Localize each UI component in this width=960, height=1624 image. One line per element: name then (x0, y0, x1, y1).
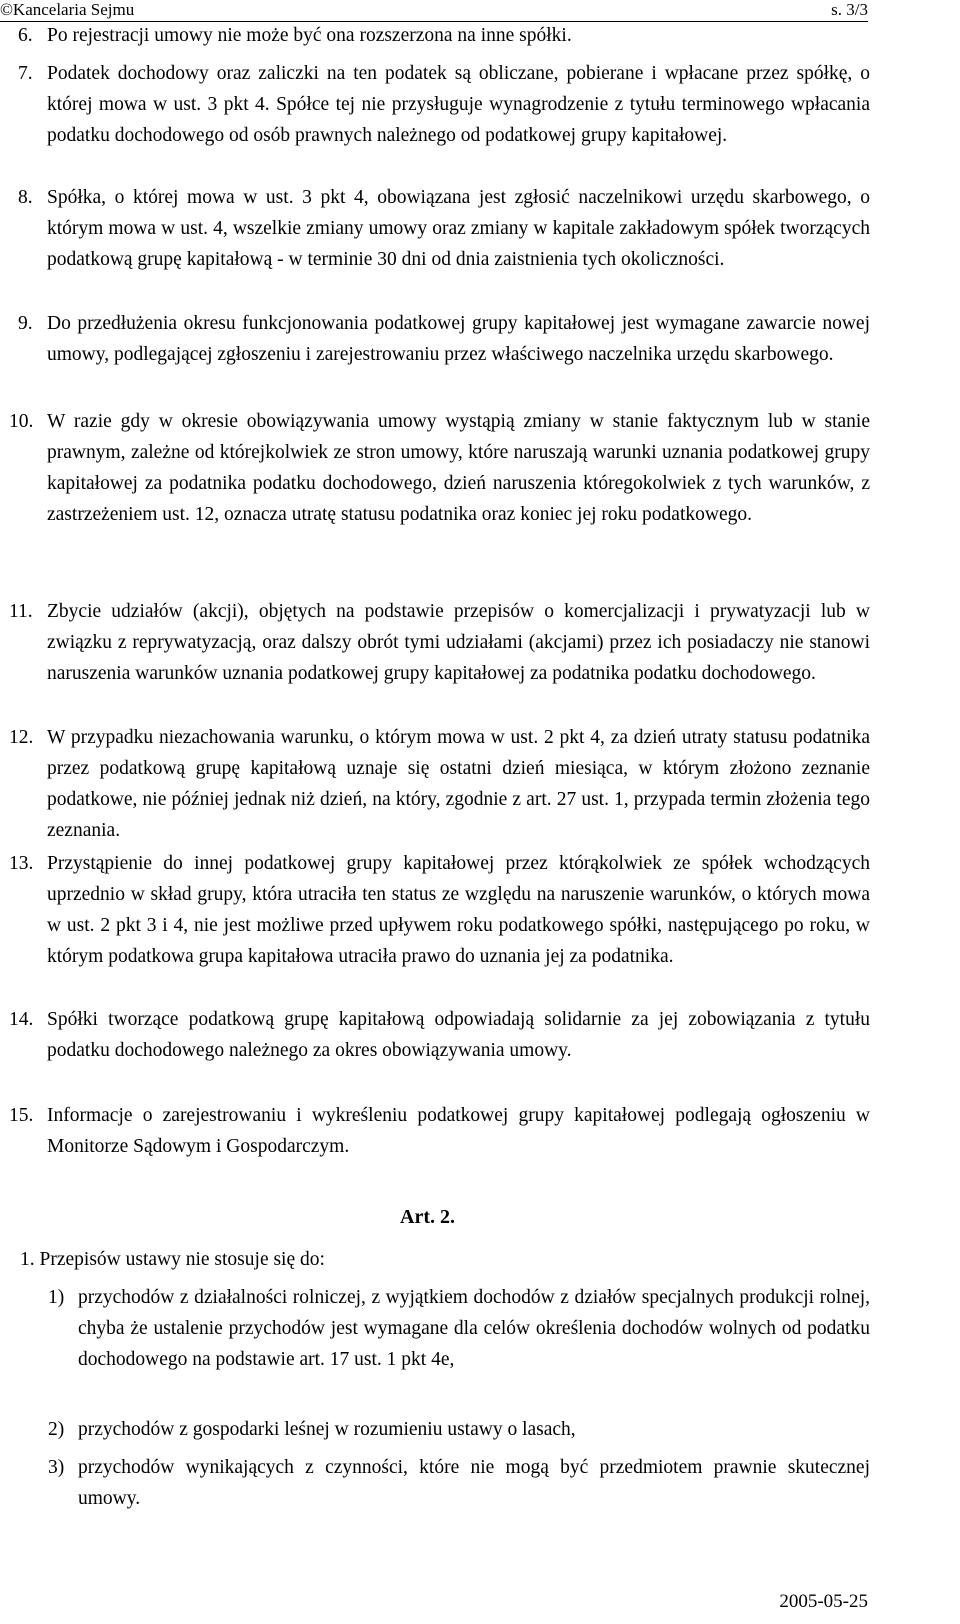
paragraph-15 (9, 1100, 870, 1162)
paragraph-text: Podatek dochodowy oraz zaliczki na ten podatek są obliczane, pobierane i wpłacane przez spółkę, o której mowa w ust. 3 pkt 4. Spółce tej nie przysługuje wynagrodzenie z tytułu terminowego wpłacania podatku dochodowego od osób prawnych należnego od podatkowej grupy kapitałowej. (47, 63, 870, 146)
paragraph-number: 15. (9, 1105, 34, 1126)
paragraph-number: 13. (9, 853, 34, 874)
paragraph-text: Do przedłużenia okresu funkcjonowania podatkowej grupy kapitałowej jest wymagane zawarcie nowej umowy, podlegającej zgłoszeniu i zarejestrowaniu przez właściwego naczelnika urzędu skarbowego. (47, 313, 870, 365)
paragraph-7 (18, 58, 870, 151)
item-number: 1) (48, 1287, 65, 1308)
article-item-3 (48, 1452, 870, 1514)
paragraph-text: W przypadku niezachowania warunku, o którym mowa w ust. 2 pkt 4, za dzień utraty statusu podatnika przez podatkową grupę kapitałową uznaje się ostatni dzień miesiąca, w którym złożono zeznanie podatkowe, nie później jednak niż dzień, na który, zgodnie z art. 27 ust. 1, przypada termin złożenia tego zeznania. (47, 727, 870, 841)
item-number: 3) (48, 1457, 65, 1478)
paragraph-text: W razie gdy w okresie obowiązywania umowy wystąpią zmiany w stanie faktycznym lub w stanie prawnym, zależne od którejkolwiek ze stron umowy, które naruszają warunki uznania podatkowej grupy kapitałowej za podatnika podatku dochodowego, dzień naruszenia któregokolwiek z tych warunków, z zastrzeżeniem ust. 12, oznacza utratę statusu podatnika oraz koniec jej roku podatkowego. (47, 411, 870, 525)
article-item-2 (48, 1414, 870, 1445)
item-number: 2) (48, 1419, 65, 1440)
paragraph-10 (9, 406, 870, 530)
paragraph-text: Po rejestracji umowy nie może być ona rozszerzona na inne spółki. (47, 25, 572, 46)
paragraph-14 (9, 1004, 870, 1066)
item-text: przychodów z działalności rolniczej, z wyjątkiem dochodów z działów specjalnych produkcji rolnej, chyba że ustalenie przychodów jest wymagane dla celów określenia dochodów wolnych od podatku dochodowego na podstawie art. 17 ust. 1 pkt 4e, (78, 1287, 870, 1370)
header-copyright: ©Kancelaria Sejmu (0, 0, 135, 19)
header-page-number: s. 3/3 (831, 0, 868, 19)
paragraph-number: 6. (18, 25, 33, 46)
paragraph-number: 11. (9, 601, 33, 622)
paragraph-text: Zbycie udziałów (akcji), objętych na podstawie przepisów o komercjalizacji i prywatyzacji lub w związku z reprywatyzacją, oraz dalszy obrót tymi udziałami (akcjami) przez ich posiadaczy nie stanowi naruszenia warunków uznania podatkowej grupy kapitałowej za podatnika podatku dochodowego. (47, 601, 870, 684)
paragraph-number: 7. (18, 63, 33, 84)
paragraph-text: Spółki tworzące podatkową grupę kapitałową odpowiadają solidarnie za jej zobowiązania z tytułu podatku dochodowego należnego za okres obowiązywania umowy. (47, 1009, 870, 1061)
paragraph-text: Informacje o zarejestrowaniu i wykreśleniu podatkowej grupy kapitałowej podlegają ogłoszeniu w Monitorze Sądowym i Gospodarczym. (47, 1105, 870, 1157)
paragraph-12 (9, 722, 870, 846)
paragraph-text: Przystąpienie do innej podatkowej grupy kapitałowej przez którąkolwiek ze spółek wchodzących uprzednio w skład grupy, która utraciła ten status ze względu na naruszenie warunków, o których mowa w ust. 2 pkt 3 i 4, nie jest możliwe przed upływem roku podatkowego spółki, następującego po roku, w którym podatkowa grupa kapitałowa utraciła prawo do uznania jej za podatnika. (47, 853, 870, 967)
paragraph-8 (18, 182, 870, 275)
article-item-1 (48, 1282, 870, 1375)
paragraph-number: 14. (9, 1009, 34, 1030)
item-text: przychodów wynikających z czynności, które nie mogą być przedmiotem prawnie skutecznej umowy. (78, 1457, 870, 1509)
paragraph-number: 9. (18, 313, 33, 334)
footer-date: 2005-05-25 (779, 1591, 868, 1612)
paragraph-6 (18, 20, 870, 51)
paragraph-number: 8. (18, 187, 33, 208)
paragraph-13 (9, 848, 870, 972)
paragraph-number: 10. (9, 411, 34, 432)
paragraph-11 (9, 596, 870, 689)
item-text: przychodów z gospodarki leśnej w rozumieniu ustawy o lasach, (78, 1419, 576, 1440)
paragraph-number: 12. (9, 727, 34, 748)
paragraph-text: Spółka, o której mowa w ust. 3 pkt 4, obowiązana jest zgłosić naczelnikowi urzędu skarbowego, o którym mowa w ust. 4, wszelkie zmiany umowy oraz zmiany w kapitale zakładowym spółek tworzących podatkową grupę kapitałową - w terminie 30 dni od dnia zaistnienia tych okoliczności. (47, 187, 870, 270)
paragraph-9 (18, 308, 870, 370)
article-intro: 1. Przepisów ustawy nie stosuje się do: (20, 1249, 325, 1270)
article-title: Art. 2. (400, 1206, 455, 1228)
